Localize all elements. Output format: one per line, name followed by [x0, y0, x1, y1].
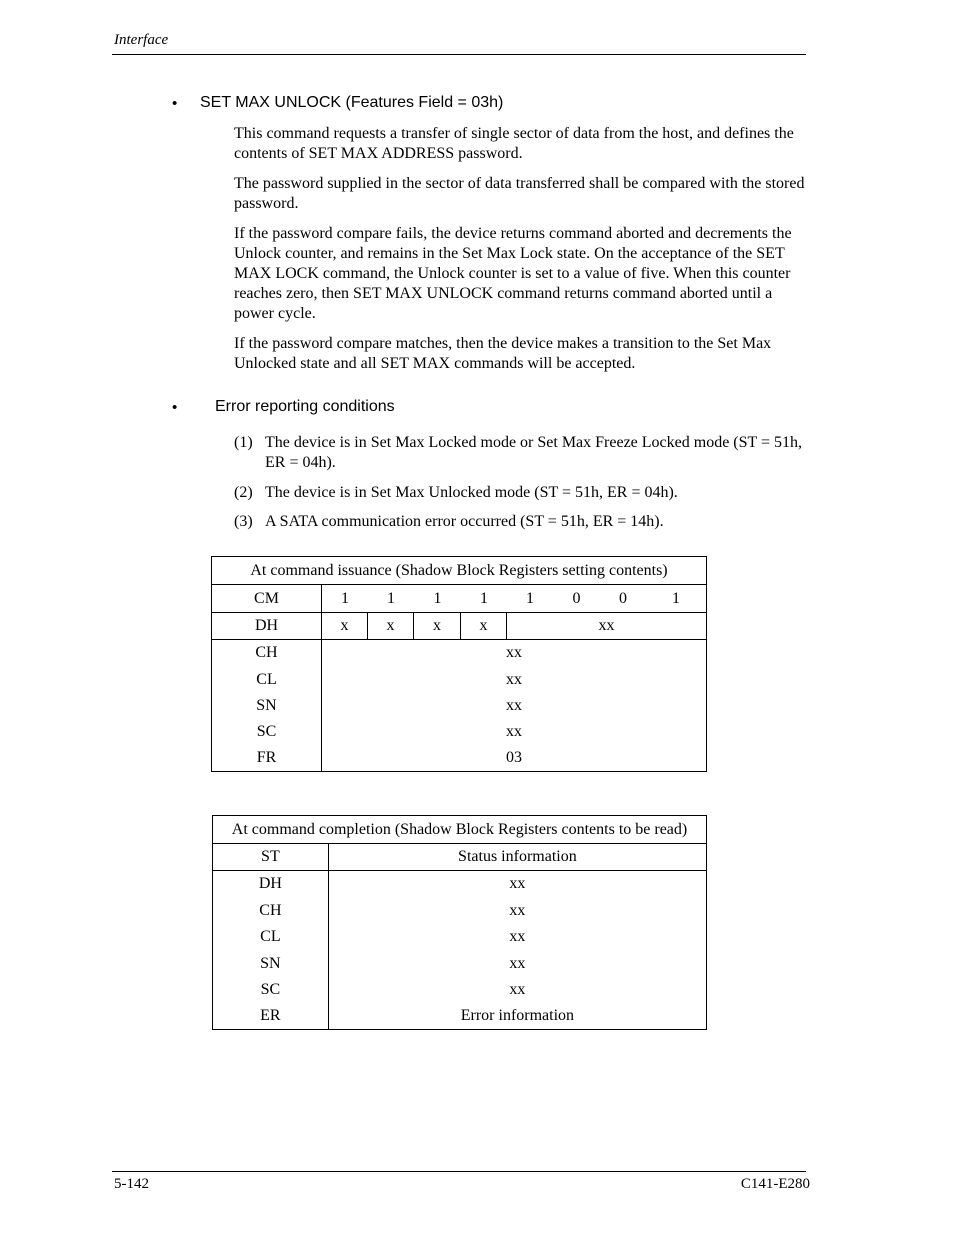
- cm-bit: 1: [526, 589, 534, 607]
- register-label-dh: DH: [212, 613, 322, 640]
- section-heading-error-conditions: Error reporting conditions: [215, 398, 395, 415]
- list-item: The device is in Set Max Locked mode or Set Max Freeze Locked mode (ST = 51h, ER = 04h).: [265, 434, 803, 471]
- list-item: The device is in Set Max Unlocked mode (ST = 51h, ER = 04h).: [265, 484, 678, 501]
- cm-bit: 0: [619, 589, 627, 607]
- register-label: CH: [213, 898, 329, 924]
- register-value: xx: [328, 951, 706, 977]
- cm-bit: 1: [341, 589, 349, 607]
- dh-bit: x: [461, 613, 507, 640]
- cm-bit: 1: [433, 589, 442, 607]
- register-value: xx: [322, 693, 707, 719]
- paragraph: This command requests a transfer of single sector of data from the host, and defines the contents of SET MAX ADDRESS password.: [234, 125, 794, 162]
- cm-bit: 0: [572, 589, 581, 607]
- dh-bit: x: [322, 613, 368, 640]
- page-number: 5-142: [114, 1176, 149, 1192]
- paragraph: If the password compare matches, then the device makes a transition to the Set Max Unlocked state and all SET MAX commands will be accepted.: [234, 335, 772, 372]
- register-value: 03: [322, 746, 707, 772]
- register-label: DH: [213, 871, 329, 898]
- document-id: C141-E280: [740, 1176, 810, 1192]
- table-title: At command completion (Shadow Block Registers contents to be read): [213, 816, 707, 844]
- register-label: SN: [212, 693, 322, 719]
- register-label-cm: CM: [212, 585, 322, 613]
- command-issuance-table: [211, 556, 707, 772]
- register-value: xx: [322, 640, 707, 667]
- register-value: xx: [322, 667, 707, 693]
- bullet-marker: •: [172, 95, 178, 112]
- register-label-st: ST: [213, 844, 329, 871]
- register-label: CL: [213, 924, 329, 951]
- table-title: At command issuance (Shadow Block Registers setting contents): [212, 557, 707, 585]
- register-value-st: Status information: [328, 844, 706, 871]
- list-item: A SATA communication error occurred (ST = 51h, ER = 14h).: [265, 513, 664, 530]
- bullet-marker: •: [172, 399, 178, 416]
- dh-value: xx: [507, 613, 707, 640]
- section-heading-set-max-unlock: SET MAX UNLOCK (Features Field = 03h): [200, 94, 504, 111]
- header-rule: [112, 54, 806, 55]
- paragraph: If the password compare fails, the device returns command aborted and decrements the Unlock counter, and remains in the Set Max Lock state. On the acceptance of the SET MAX LOCK command, the Unlock counter is set to a value of five. When this counter reaches zero, then SET MAX UNLOCK command returns command aborted until a power cycle.: [234, 225, 792, 322]
- register-value: xx: [328, 898, 706, 924]
- register-value: xx: [328, 977, 706, 1004]
- list-item-number: (3): [234, 513, 253, 530]
- command-completion-table: [212, 815, 707, 1030]
- register-value: xx: [328, 871, 706, 898]
- dh-bit: x: [368, 613, 414, 640]
- running-header: Interface: [114, 32, 169, 48]
- cm-bit: 1: [672, 589, 680, 607]
- list-item-number: (1): [234, 434, 253, 451]
- paragraph: The password supplied in the sector of data transferred shall be compared with the stored password.: [234, 175, 805, 212]
- register-label: FR: [212, 746, 322, 772]
- register-label: ER: [213, 1004, 329, 1030]
- dh-bit: x: [414, 613, 461, 640]
- register-value: xx: [328, 924, 706, 951]
- register-value: Error information: [328, 1004, 706, 1030]
- cm-bits-cell: [322, 585, 707, 613]
- register-label: CL: [212, 667, 322, 693]
- footer-rule: [112, 1171, 806, 1172]
- register-label: SC: [212, 719, 322, 746]
- list-item-number: (2): [234, 484, 253, 501]
- cm-bit: 1: [480, 589, 488, 607]
- register-label: CH: [212, 640, 322, 667]
- register-label: SN: [213, 951, 329, 977]
- register-label: SC: [213, 977, 329, 1004]
- cm-bit: 1: [387, 589, 395, 607]
- register-value: xx: [322, 719, 707, 746]
